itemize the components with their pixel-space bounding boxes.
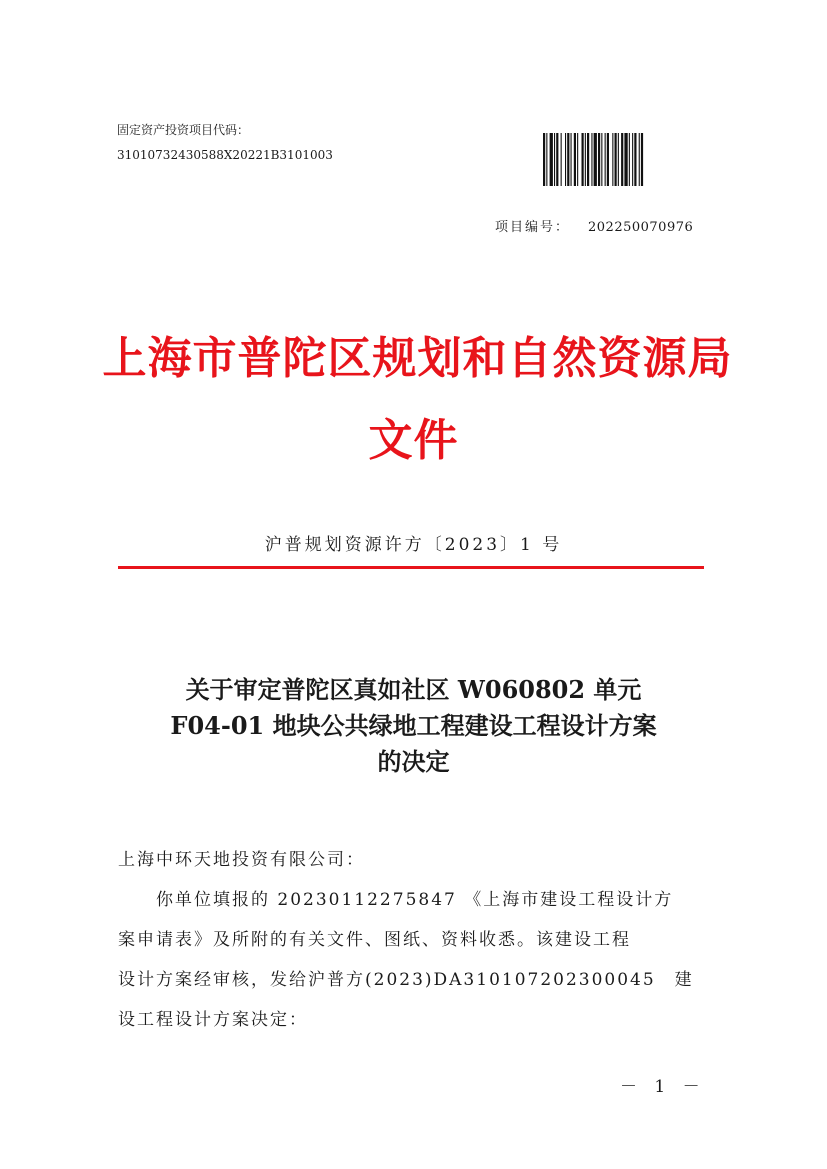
subject-line-1: 关于审定普陀区真如社区 W060802 单元: [185, 675, 642, 704]
barcode-bar: [632, 133, 633, 186]
barcode-bar: [605, 133, 606, 186]
barcode-bar: [621, 133, 623, 186]
barcode-bar: [618, 133, 619, 186]
barcode-bar: [634, 133, 636, 186]
barcode-bar: [546, 133, 547, 186]
project-number-value: 202250070976: [588, 220, 694, 235]
addressee: 上海中环天地投资有限公司：: [118, 850, 365, 870]
paragraph-line: 案申请表》及所附的有关文件、图纸、资料收悉。该建设工程: [118, 930, 631, 950]
barcode-bar: [587, 133, 589, 186]
barcode-bar: [561, 133, 562, 186]
paragraph-line: 你单位填报的 20230112275847 《上海市建设工程设计方: [156, 890, 674, 910]
body-paragraph: [118, 880, 712, 1040]
subject-line-3: 的决定: [377, 747, 450, 776]
barcode-bar: [567, 133, 569, 186]
page-number: － 1 －: [620, 1077, 706, 1097]
issuing-organization-title: 上海市普陀区规划和自然资源局: [102, 333, 733, 384]
barcode-bar: [598, 133, 600, 186]
barcode-bar: [607, 133, 609, 186]
project-number-label: 项目编号：: [495, 220, 571, 235]
paragraph-line: 设工程设计方案决定：: [118, 1010, 308, 1030]
barcode-bar: [543, 133, 545, 186]
barcode-bar: [639, 133, 640, 186]
document-subject: [100, 672, 727, 780]
barcode-bar: [582, 133, 584, 186]
investment-code-label: 固定资产投资项目代码：: [117, 123, 250, 137]
project-number: [495, 216, 693, 235]
barcode-bar: [585, 133, 586, 186]
red-divider-line: [118, 566, 704, 569]
barcode-bar: [629, 133, 630, 186]
barcode-bar: [554, 133, 555, 186]
investment-code-value: 31010732430588X20221B3101003: [117, 148, 333, 162]
barcode-icon: [543, 133, 674, 186]
barcode-bar: [556, 133, 558, 186]
barcode-bar: [565, 133, 566, 186]
barcode-bar: [577, 133, 578, 186]
barcode-bar: [571, 133, 572, 186]
subject-line-2: F04-01 地块公共绿地工程建设工程设计方案: [170, 711, 657, 740]
document-word-title: 文件: [368, 415, 459, 466]
barcode-bar: [550, 133, 553, 186]
paragraph-line: 设计方案经审核，发给沪普方(2023)DA310107202300045 建: [118, 970, 694, 990]
barcode-bar: [612, 133, 613, 186]
barcode-bar: [641, 133, 643, 186]
barcode-bar: [574, 133, 576, 186]
barcode-bar: [615, 133, 617, 186]
barcode-bar: [601, 133, 602, 186]
barcode-bar: [594, 133, 597, 186]
barcode-bar: [591, 133, 592, 186]
document-number: 沪普规划资源许方〔2023〕1 号: [264, 535, 563, 555]
barcode-bar: [624, 133, 627, 186]
